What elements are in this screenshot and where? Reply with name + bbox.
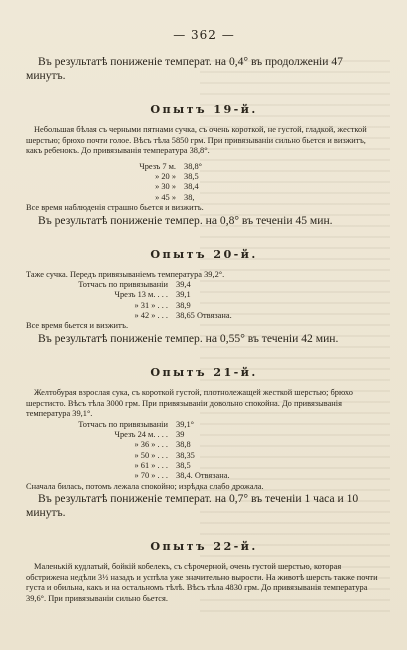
experiment-20-table bbox=[26, 280, 382, 321]
experiment-22 bbox=[26, 539, 382, 604]
experiment-19-description: Небольшая бѣлая съ черными пятнами сучка, съ очень короткой, не густой, гладкой, жесткой шерстью; брюхо почти голое. Вѣсъ тѣла 5850 грм. При привязываніи сильно бьется и визжитъ, какъ ребенокъ. До привязыванія температура 38,8°. bbox=[26, 125, 367, 156]
table-row: Тотчасъ по привязываніи 39,1° bbox=[78, 419, 195, 429]
table-row: » 50 » . . . 38,35 bbox=[134, 450, 195, 460]
experiment-19-heading: Опытъ 19-й. bbox=[150, 102, 258, 116]
table-row: Чрезъ 7 м. 38,8° bbox=[139, 161, 203, 171]
experiment-20-description: Таже сучка. Передъ привязываніемъ температура 39,2°. bbox=[26, 269, 225, 279]
experiment-22-heading: Опытъ 22-й. bbox=[150, 539, 258, 554]
experiment-22-description: Маленькій кудлатый, бойкій кобелекъ, съ сѣрочерной, очень густой шерстью, которая обстрижена недѣли 3½ назадъ и успѣла уже значительно вырости. На животѣ шерсть также почти густа и обильна, какъ и на остальномъ тѣлѣ. Вѣсъ тѣла 4830 грм. До привязыванія температура 39,6°. При привязываніи сильно бьется. bbox=[26, 562, 378, 603]
experiment-20-note: Все время бьется и визжитъ. bbox=[26, 321, 129, 331]
table-row: » 36 » . . . 38,8 bbox=[134, 440, 191, 450]
experiment-21-table bbox=[26, 420, 382, 482]
experiment-19 bbox=[26, 102, 382, 228]
experiment-20-heading: Опытъ 20-й. bbox=[150, 246, 258, 261]
table-row: Тотчасъ по привязываніи 39,4 bbox=[78, 280, 191, 290]
experiment-21-heading: Опытъ 21-й. bbox=[150, 364, 258, 379]
experiment-21 bbox=[26, 365, 382, 520]
experiment-20-result: Въ результатѣ пониженіе темпер. на 0,55° въ теченіи 42 мин. bbox=[38, 331, 339, 345]
experiment-19-note: Все время наблюденія страшно бьется и визжитъ. bbox=[26, 202, 204, 212]
table-row: » 30 » 38,4 bbox=[155, 182, 199, 192]
table-row: » 20 » 38,5 bbox=[155, 172, 199, 182]
table-row: Чрезъ 13 м. . . . 39,1 bbox=[114, 290, 191, 300]
table-row: » 45 » 38, bbox=[155, 192, 195, 202]
experiment-21-result: Въ результатѣ пониженіе температ. на 0,7° въ теченіи 1 часа и 10 минутъ. bbox=[26, 492, 359, 520]
table-row: Чрезъ 24 м. . . . 39 bbox=[114, 430, 185, 440]
intro-result: Въ результатѣ пониженіе температ. на 0,4° въ продолженіи 47 минутъ. bbox=[26, 55, 343, 82]
experiment-21-description: Желтобурая взрослая сука, съ короткой густой, плотнолежащей жесткой шерстью; брюхо шерстисто. Вѣсъ тѣла 3000 грм. При привязываніи довольно спокойна. До привязыванія температура 39,1°. bbox=[26, 387, 353, 419]
table-row: » 61 » . . . 38,5 bbox=[134, 460, 191, 470]
page-number: — 362 — bbox=[173, 28, 235, 42]
experiment-21-note: Сначала билась, потомъ лежала спокойно; изрѣдка слабо дрожала. bbox=[26, 481, 264, 491]
experiment-19-table bbox=[26, 162, 382, 203]
experiment-19-result: Въ результатѣ пониженіе темпер. на 0,8° въ теченіи 45 мин. bbox=[38, 213, 333, 227]
page-content bbox=[26, 28, 382, 604]
table-row: » 70 » . . . 38,4. Отвязана. bbox=[134, 471, 230, 481]
table-row: » 42 » . . . 38,65 Отвязана. bbox=[134, 311, 232, 321]
experiment-20 bbox=[26, 247, 382, 346]
table-row: » 31 » . . . 38,9 bbox=[134, 300, 191, 310]
